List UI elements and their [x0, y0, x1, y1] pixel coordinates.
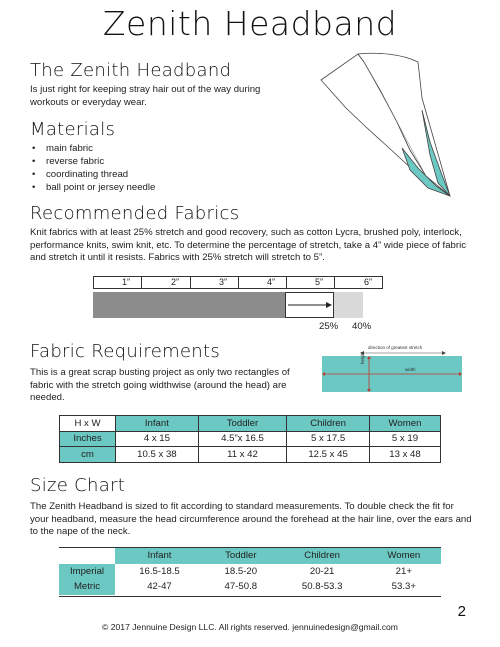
column-header: Infant [115, 548, 204, 564]
table-row [60, 431, 441, 447]
fabric-bar-4in [93, 292, 285, 318]
stretch-ruler [93, 276, 383, 289]
row-header: Metric [59, 579, 115, 595]
intro-text: Is just right for keeping stray hair out of the way during workouts or everyday wear. [30, 84, 261, 108]
fabrics-heading: Recommended Fabrics [30, 203, 240, 224]
table-row [60, 447, 441, 463]
fabrics-text: Knit fabrics with at least 25% stretch and good recovery, such as cotton Lycra, brushed poly, interlock, performance knits, swim knit, etc. To determine the percentage of stretch, take a 4” wide piece of fabric and stretch it until it resists. Fabrics with 25% stretch will stretch to 5”. [30, 227, 467, 263]
table-cell: 16.5-18.5 [139, 565, 180, 577]
table-row [59, 564, 441, 580]
table-cell: 21+ [395, 565, 412, 577]
table-cell: 11 x 42 [198, 447, 286, 463]
table-cell: 47-50.8 [224, 581, 258, 593]
column-header: Women [369, 416, 440, 432]
height-label: height [360, 351, 365, 364]
ruler-tick: 1” [121, 277, 130, 287]
column-header: Toddler [198, 416, 286, 432]
column-header: Women [367, 548, 441, 564]
page-number: 2 [457, 603, 466, 620]
table-cell: 4 x 15 [116, 431, 199, 447]
requirements-table [59, 415, 441, 463]
ruler-tick: 5” [314, 277, 323, 287]
fabric-bar-max [334, 292, 363, 318]
table-cell: 20-21 [309, 565, 335, 577]
dimension-arrows [322, 356, 462, 392]
materials-heading: Materials [30, 119, 116, 140]
table-cell: 5 x 17.5 [287, 431, 370, 447]
size-chart-text: The Zenith Headband is sized to fit according to standard measurements. To double check the fit for your headband, measure the head circumference around the forehead at the hair line, over the ears and to the nape of the neck. [30, 501, 472, 537]
table-cell: 12.5 x 45 [287, 447, 370, 463]
row-header: Inches [60, 431, 116, 447]
fabric-rectangle [322, 351, 462, 392]
column-header: Toddler [204, 548, 278, 564]
materials-list [30, 142, 155, 194]
list-item: • main fabric [30, 142, 155, 155]
table-cell: 53.3+ [391, 581, 416, 593]
ruler-tick: 4” [266, 277, 275, 287]
table-cell: 42-47 [147, 581, 172, 593]
table-cell: 13 x 48 [369, 447, 440, 463]
stretch-label-40: 40% [352, 321, 372, 332]
column-header: Children [287, 416, 370, 432]
size-table [59, 548, 441, 595]
ruler-tick: 3” [218, 277, 227, 287]
row-header: cm [60, 447, 116, 463]
intro-heading: The Zenith Headband [30, 60, 232, 81]
table-cell: 4.5”x 16.5 [198, 431, 286, 447]
column-header: Infant [116, 416, 199, 432]
arrow-right-icon [286, 293, 333, 317]
table-cell: 5 x 19 [369, 431, 440, 447]
width-label: width [405, 367, 416, 372]
column-header: Children [278, 548, 367, 564]
table-corner: H x W [60, 416, 116, 432]
list-item: • reverse fabric [30, 155, 155, 168]
requirements-text: This is a great scrap busting project as only two rectangles of fabric with the stretch going widthwise (around the head) are needed. [30, 367, 290, 403]
table-cell: 10.5 x 38 [116, 447, 199, 463]
requirements-heading: Fabric Requirements [30, 341, 221, 362]
stretch-direction-label: direction of greatest stretch [368, 345, 423, 350]
page-title: Zenith Headband [102, 4, 398, 43]
fabric-bar-stretch [285, 292, 334, 318]
size-chart-heading: Size Chart [30, 475, 126, 496]
list-item: • coordinating thread [30, 168, 155, 181]
list-item: • ball point or jersey needle [30, 181, 155, 194]
footer-copyright: © 2017 Jennuine Design LLC. All rights reserved. jennuinedesign@gmail.com [102, 622, 398, 632]
table-cell: 50.8-53.3 [301, 581, 343, 593]
headband-illustration [318, 50, 468, 205]
table-corner [59, 548, 115, 564]
ruler-tick: 2” [170, 277, 179, 287]
row-header: Imperial [59, 564, 115, 580]
stretch-label-25: 25% [319, 321, 339, 332]
ruler-tick: 6” [363, 277, 372, 287]
table-row [59, 579, 441, 595]
table-cell: 18.5-20 [224, 565, 258, 577]
